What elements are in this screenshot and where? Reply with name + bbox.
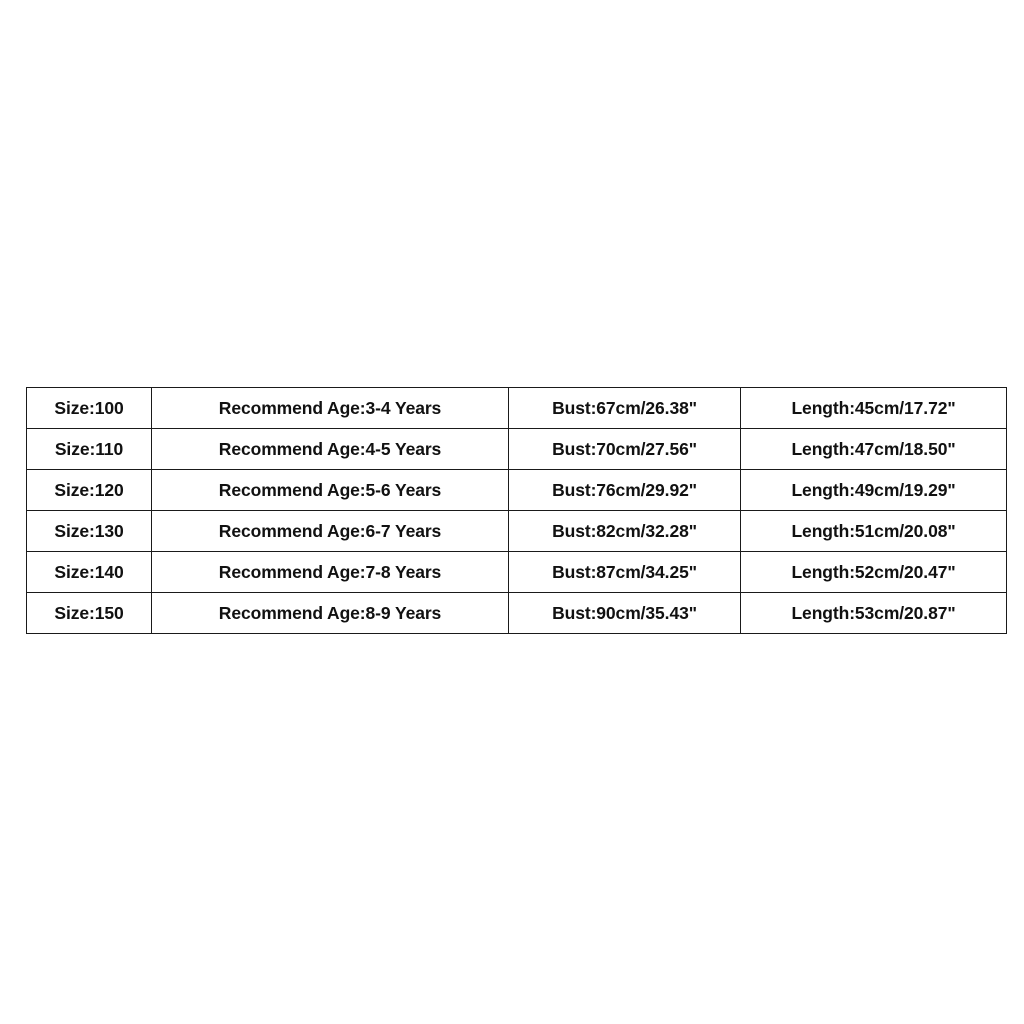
length-cell: Length:51cm/20.08"	[741, 511, 1007, 552]
table-row	[27, 593, 1007, 634]
bust-cell: Bust:82cm/32.28"	[509, 511, 741, 552]
bust-cell: Bust:87cm/34.25"	[509, 552, 741, 593]
length-cell: Length:52cm/20.47"	[741, 552, 1007, 593]
table-row	[27, 470, 1007, 511]
recommend-age-cell: Recommend Age:8-9 Years	[152, 593, 509, 634]
bust-cell: Bust:90cm/35.43"	[509, 593, 741, 634]
size-cell: Size:150	[27, 593, 152, 634]
size-cell: Size:100	[27, 388, 152, 429]
bust-cell: Bust:70cm/27.56"	[509, 429, 741, 470]
table-row	[27, 429, 1007, 470]
recommend-age-cell: Recommend Age:7-8 Years	[152, 552, 509, 593]
recommend-age-cell: Recommend Age:4-5 Years	[152, 429, 509, 470]
table-row	[27, 388, 1007, 429]
table-row	[27, 552, 1007, 593]
length-cell: Length:45cm/17.72"	[741, 388, 1007, 429]
recommend-age-cell: Recommend Age:5-6 Years	[152, 470, 509, 511]
recommend-age-cell: Recommend Age:3-4 Years	[152, 388, 509, 429]
size-cell: Size:110	[27, 429, 152, 470]
size-cell: Size:130	[27, 511, 152, 552]
length-cell: Length:49cm/19.29"	[741, 470, 1007, 511]
bust-cell: Bust:67cm/26.38"	[509, 388, 741, 429]
table-row	[27, 511, 1007, 552]
bust-cell: Bust:76cm/29.92"	[509, 470, 741, 511]
length-cell: Length:47cm/18.50"	[741, 429, 1007, 470]
size-chart-table	[26, 387, 1007, 634]
recommend-age-cell: Recommend Age:6-7 Years	[152, 511, 509, 552]
length-cell: Length:53cm/20.87"	[741, 593, 1007, 634]
size-cell: Size:120	[27, 470, 152, 511]
size-cell: Size:140	[27, 552, 152, 593]
